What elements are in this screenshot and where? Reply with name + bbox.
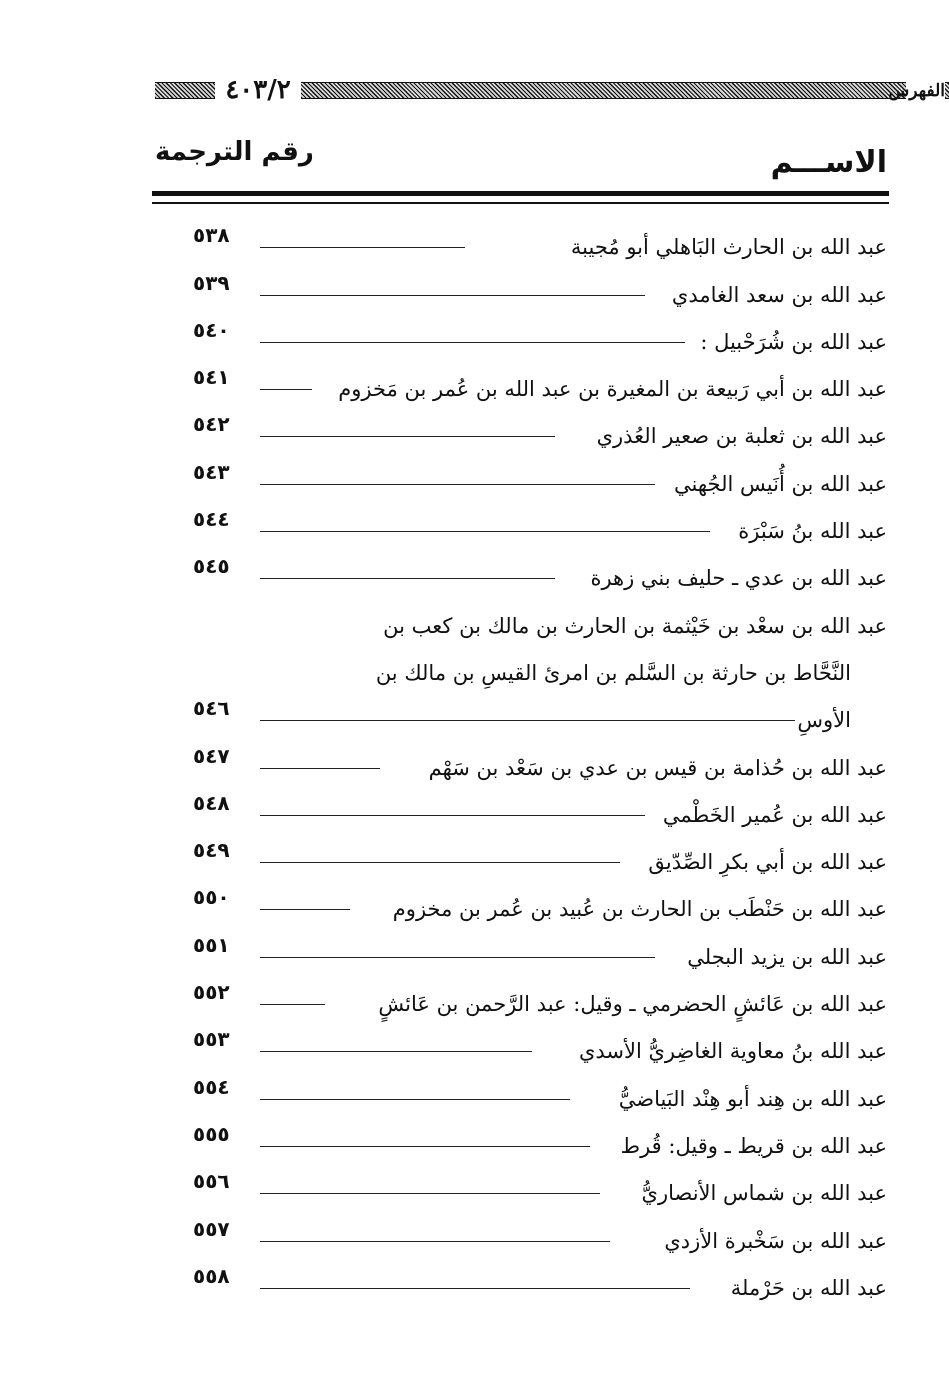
- header-rule-thick: [152, 191, 889, 196]
- leader-line: [260, 342, 685, 343]
- entry-number: ٥٤٩: [193, 838, 230, 863]
- entry-name-line-2: النَّحَّاط بن حارثة بن السَّلم بن امرئ القيسِ بن مالك بن: [375, 660, 851, 685]
- index-entry: [175, 1117, 887, 1164]
- column-header-name: الاســـم: [770, 145, 887, 180]
- leader-line: [260, 720, 795, 721]
- leader-line: [260, 909, 350, 910]
- entry-name: عبد الله بن قريط ـ وقيل: قُرط: [620, 1133, 887, 1158]
- index-entry: [175, 1022, 887, 1069]
- entry-number: ٥٤١: [193, 365, 230, 390]
- entry-number: ٥٥٤: [193, 1074, 230, 1099]
- entry-number: ٥٣٩: [193, 270, 230, 295]
- running-header: [155, 70, 945, 110]
- leader-line: [260, 862, 620, 863]
- entry-number: ٥٥١: [193, 932, 230, 957]
- index-entry-line: [175, 596, 887, 643]
- entry-number: ٥٥٦: [193, 1169, 230, 1194]
- entry-number: ٥٥٠: [193, 885, 230, 910]
- running-title: الفهرس: [888, 81, 945, 101]
- running-page-number: ٤٠٣/٢: [225, 75, 291, 105]
- leader-line: [260, 1004, 325, 1005]
- leader-line: [260, 484, 655, 485]
- leader-line: [260, 531, 710, 532]
- header-rule-thin: [152, 202, 889, 204]
- entry-number: ٥٣٨: [193, 223, 230, 248]
- entry-number: ٥٥٢: [193, 980, 230, 1005]
- entry-name: عبد الله بن الحارث البَاهلي أبو مُجيبة: [570, 235, 887, 260]
- entry-number: ٥٤٧: [193, 743, 230, 768]
- entry-name: عبد الله بنُ معاوية الغاضِريُّ الأسدي: [578, 1039, 887, 1064]
- leader-line: [260, 1051, 532, 1052]
- entry-number: ٥٥٧: [193, 1216, 230, 1241]
- entry-name-line-3: الأوسِ: [797, 708, 851, 733]
- entry-name: عبد الله بن عدي ـ حليف بني زهرة: [590, 566, 887, 591]
- entry-name: عبد الله بن ثعلبة بن صعير العُذري: [596, 424, 887, 449]
- index-entries: [175, 218, 887, 1306]
- entry-name: عبد الله بنُ سَبْرَة: [738, 519, 887, 544]
- entry-number: ٥٤٨: [193, 790, 230, 815]
- entry-name: عبد الله بن أبي بكرِ الصِّدّيق: [648, 850, 887, 875]
- entry-name: عبد الله بن شماس الأنصاريُّ: [641, 1181, 887, 1206]
- leader-line: [260, 815, 645, 816]
- entry-number: ٥٥٥: [193, 1121, 230, 1146]
- index-entry: [175, 549, 887, 596]
- entry-number: ٥٤٥: [193, 554, 230, 579]
- entry-name: عبد الله بن هِند أبو هِنْد البَياضيُّ: [618, 1086, 887, 1111]
- entry-name: عبد الله بن سَخْبرة الأزدي: [664, 1228, 887, 1253]
- index-entry: [175, 360, 887, 407]
- leader-line: [260, 389, 312, 390]
- index-entry: [175, 265, 887, 312]
- leader-line: [260, 247, 465, 248]
- index-entry: [175, 786, 887, 833]
- entry-name: عبد الله بن حَرْملة: [730, 1275, 887, 1300]
- leader-line: [260, 436, 555, 437]
- leader-line: [260, 1146, 590, 1147]
- entry-number: ٥٤٤: [193, 507, 230, 532]
- leader-line: [260, 1099, 570, 1100]
- entry-name: عبد الله بن شُرَحْبيل :: [700, 329, 887, 354]
- index-entry: [175, 218, 887, 265]
- index-entry-line: [175, 644, 887, 691]
- leader-line: [260, 957, 655, 958]
- entry-name: عبد الله بن عَائشٍ الحضرمي ـ وقيل: عبد الرَّحمن بن عَائشٍ: [378, 992, 887, 1017]
- entry-name: عبد الله بن أُنَيس الجُهني: [674, 471, 887, 496]
- leader-line: [260, 1288, 690, 1289]
- index-entry: [175, 454, 887, 501]
- header-ornament-middle: [301, 82, 906, 99]
- index-entry: [175, 1164, 887, 1211]
- leader-line: [260, 295, 645, 296]
- leader-line: [260, 1193, 600, 1194]
- entry-name-line-1: عبد الله بن سعْد بن خَيْثمة بن الحارث بن مالك بن كعب بن: [383, 613, 887, 638]
- entry-number: ٥٤٠: [193, 317, 230, 342]
- index-entry: [175, 1259, 887, 1306]
- entry-number: ٥٤٣: [193, 459, 230, 484]
- entry-name: عبد الله بن حَنْطَب بن الحارث بن عُبيد بن عُمر بن مخزوم: [392, 897, 887, 922]
- index-entry: [175, 313, 887, 360]
- index-entry: [175, 407, 887, 454]
- index-entry: [175, 1211, 887, 1258]
- header-ornament-right: [945, 82, 949, 99]
- index-entry: [175, 975, 887, 1022]
- index-entry: [175, 833, 887, 880]
- entry-number: ٥٤٢: [193, 412, 230, 437]
- index-entry: [175, 502, 887, 549]
- index-entry: [175, 927, 887, 974]
- entry-name: عبد الله بن حُذامة بن قيس بن عدي بن سَعْد بن سَهْم: [428, 755, 887, 780]
- entry-name: عبد الله بن سعد الغامدي: [671, 282, 887, 307]
- index-entry: [175, 738, 887, 785]
- entry-number: ٥٤٦: [193, 696, 230, 721]
- header-ornament-left: [155, 82, 215, 99]
- entry-number: ٥٥٨: [193, 1263, 230, 1288]
- column-header-number: رقم الترجمة: [155, 137, 314, 167]
- index-entry: [175, 880, 887, 927]
- entry-name: عبد الله بن عُمير الخَطْمي: [662, 802, 887, 827]
- entry-number: ٥٥٣: [193, 1027, 230, 1052]
- entry-name: عبد الله بن أبي رَبيعة بن المغيرة بن عبد الله بن عُمر بن مَخزوم: [338, 377, 887, 402]
- leader-line: [260, 1241, 610, 1242]
- entry-name: عبد الله بن يزيد البجلي: [687, 944, 887, 969]
- index-entry: [175, 1069, 887, 1116]
- index-entry: [175, 691, 887, 738]
- leader-line: [260, 768, 380, 769]
- leader-line: [260, 578, 555, 579]
